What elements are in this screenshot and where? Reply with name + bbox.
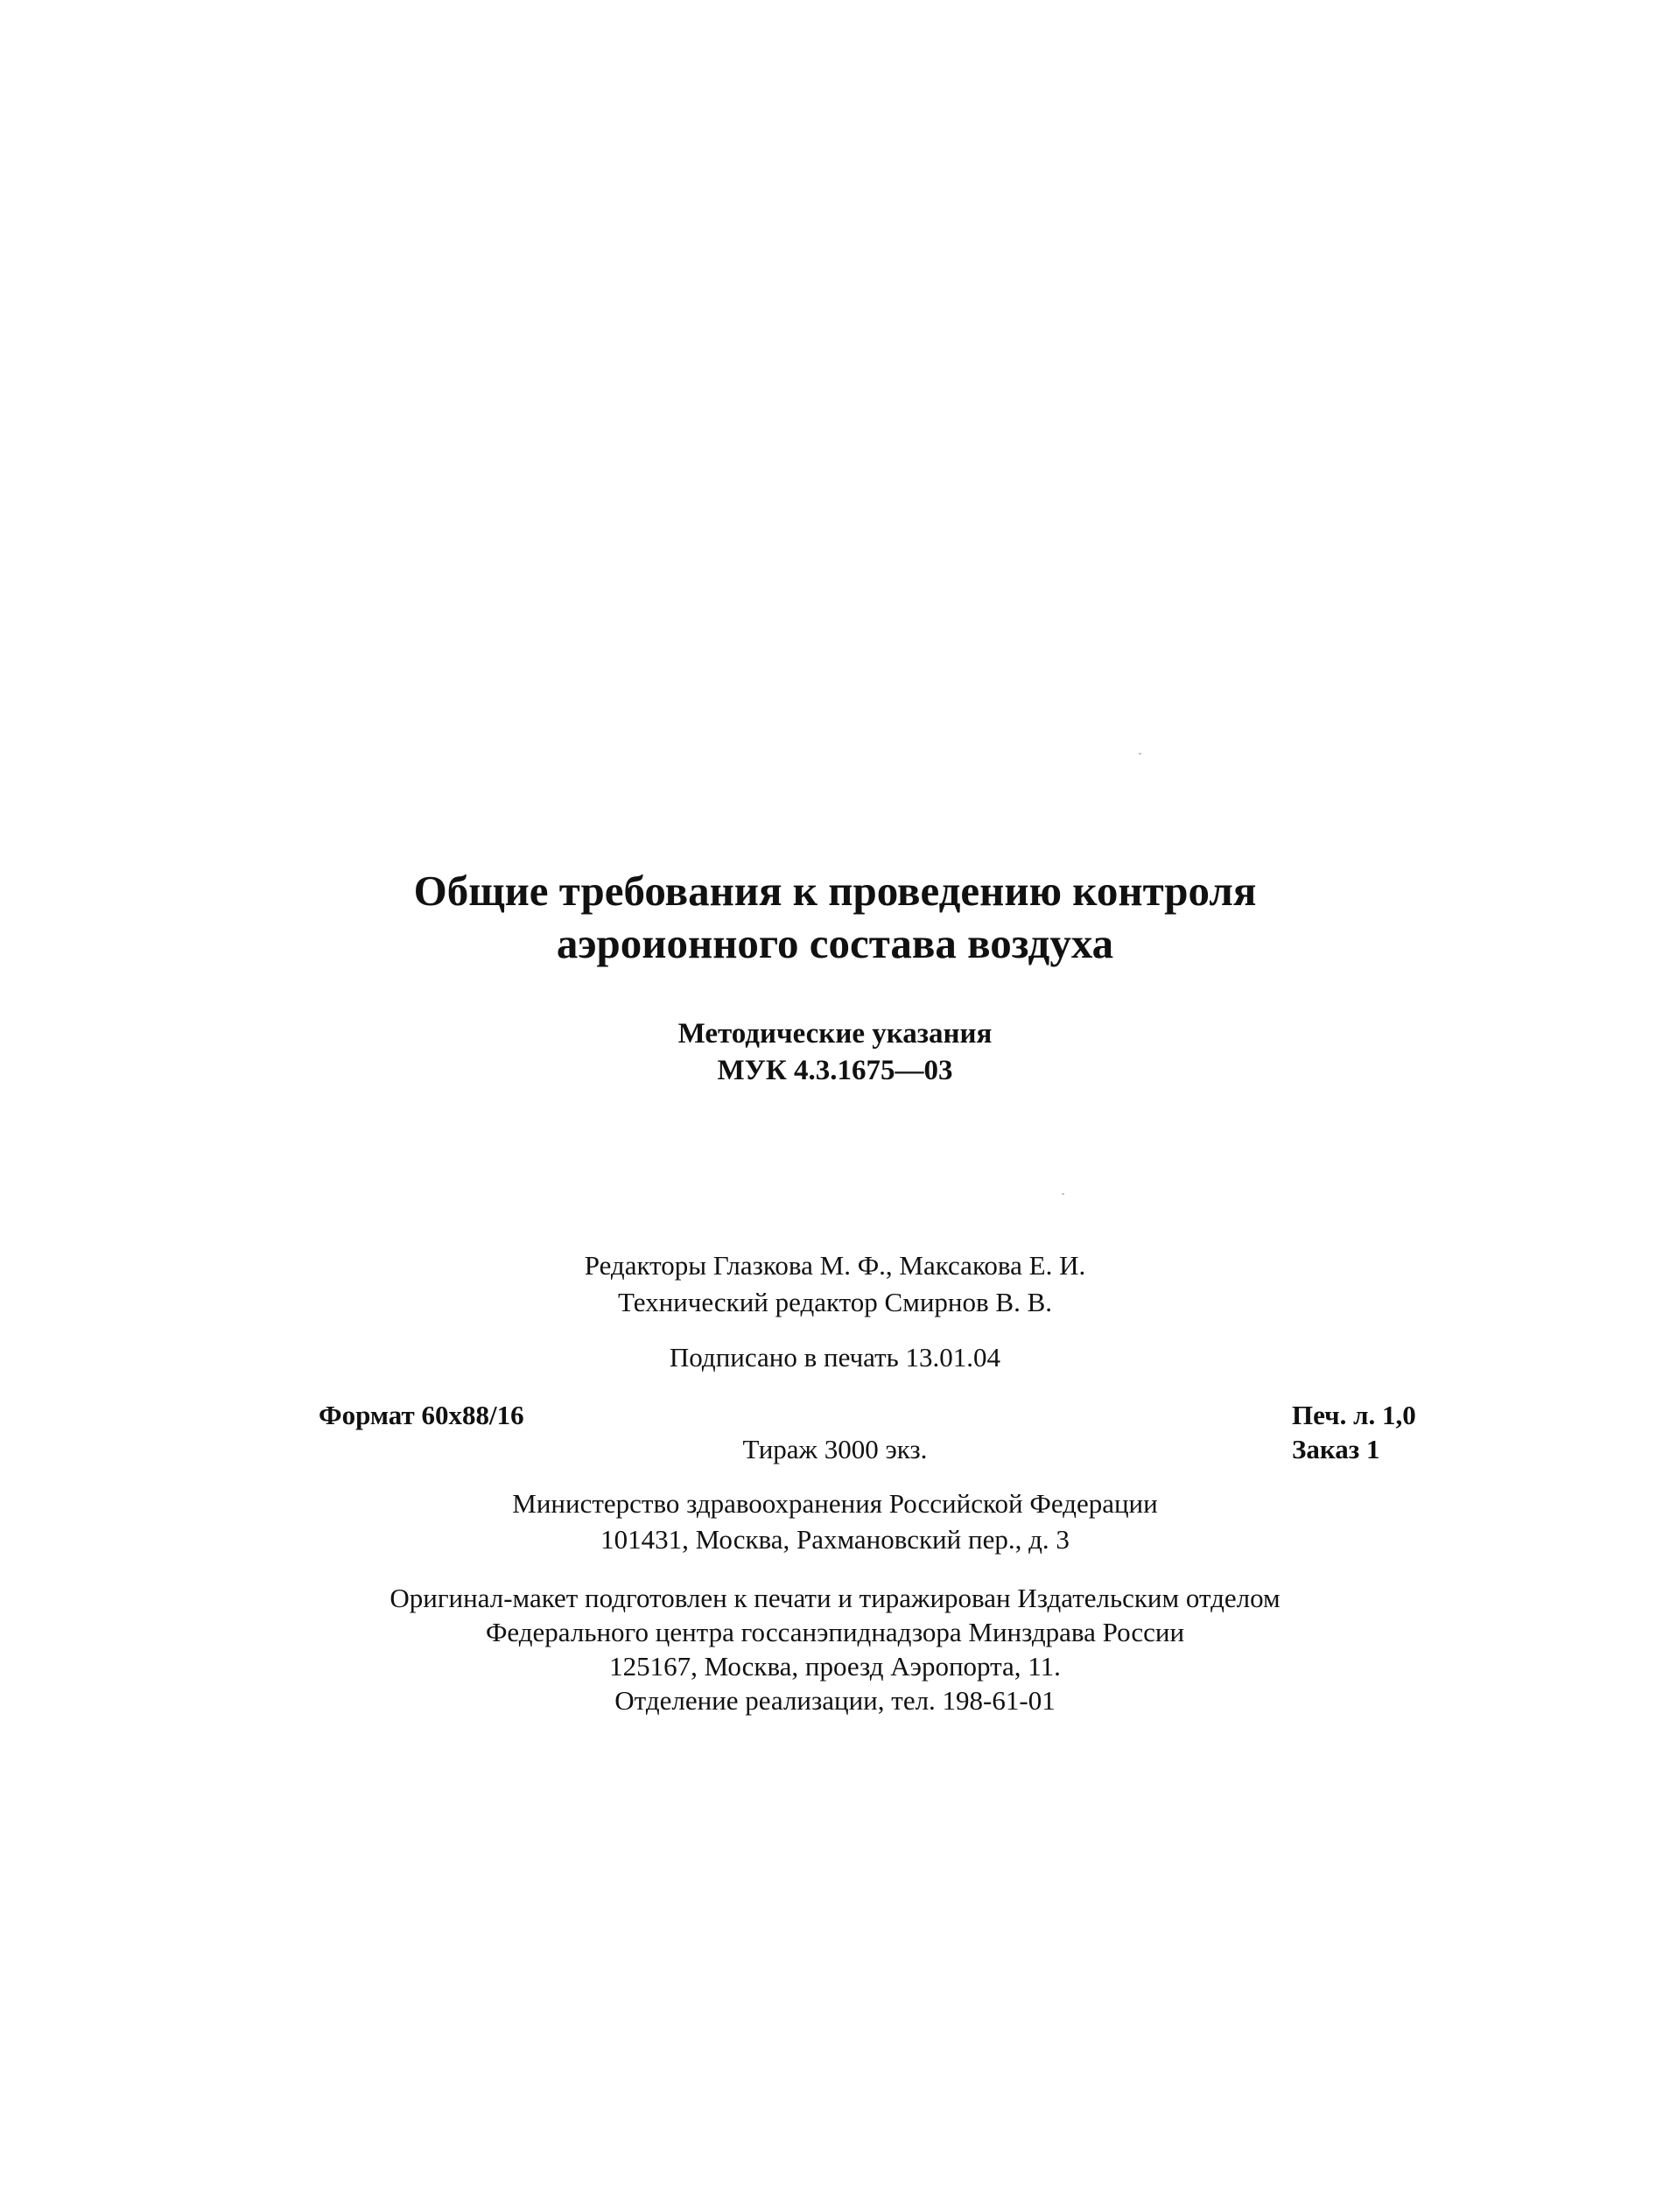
order-line: Заказ 1 <box>1292 1434 1380 1464</box>
document-title-line-1: Общие требования к проведению контроля <box>413 867 1257 915</box>
publisher-address-line: 125167, Москва, проезд Аэропорта, 11. <box>609 1651 1061 1682</box>
ministry-address-line: 101431, Москва, Рахмановский пер., д. 3 <box>600 1524 1070 1555</box>
technical-editor-line: Технический редактор Смирнов В. В. <box>617 1287 1053 1317</box>
document-code: МУК 4.3.1675—03 <box>717 1055 953 1086</box>
format-line: Формат 60x88/16 <box>319 1400 524 1430</box>
original-layout-line-1: Оригинал-макет подготовлен к печати и тиражирован Издательским отделом <box>389 1583 1281 1613</box>
document-type: Методические указания <box>677 1018 993 1050</box>
print-sheets-line: Печ. л. 1,0 <box>1292 1400 1416 1430</box>
document-title-line-2: аэроионного состава воздуха <box>556 919 1114 967</box>
scan-speck <box>1062 1193 1064 1195</box>
ministry-line: Министерство здравоохранения Российской Федерации <box>512 1488 1158 1519</box>
signed-to-print-line: Подписано в печать 13.01.04 <box>669 1342 1001 1373</box>
scan-speck <box>1139 753 1141 755</box>
circulation-line: Тираж 3000 экз. <box>742 1434 928 1464</box>
sales-department-line: Отделение реализации, тел. 198-61-01 <box>614 1685 1056 1716</box>
editors-line: Редакторы Глазкова М. Ф., Максакова Е. И. <box>584 1250 1086 1281</box>
original-layout-line-2: Федерального центра госсанэпиднадзора Минздрава России <box>485 1617 1185 1647</box>
